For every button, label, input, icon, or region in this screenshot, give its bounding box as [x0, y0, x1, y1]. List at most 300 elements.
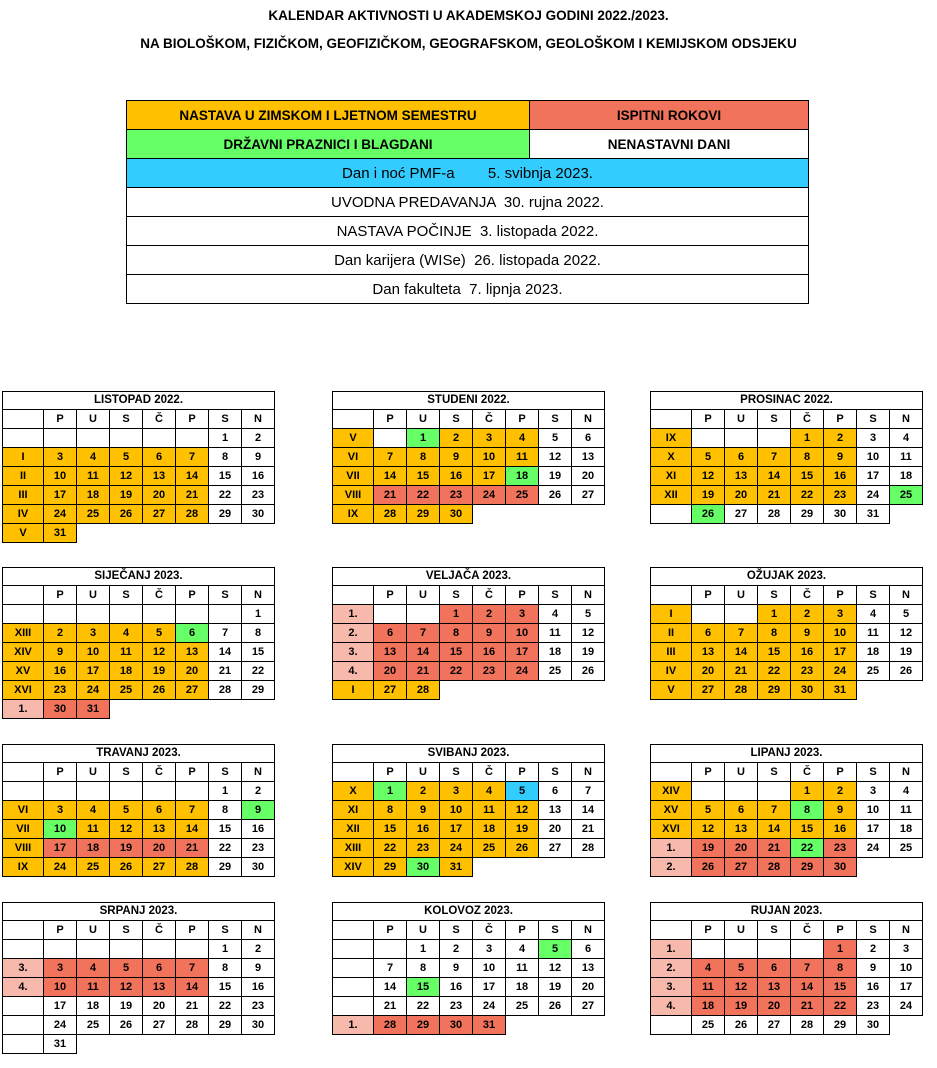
day-cell: 30 — [824, 505, 857, 524]
week-label: 4. — [3, 978, 44, 997]
week-label: VII — [333, 467, 374, 486]
day-cell: 5 — [110, 801, 143, 820]
day-cell: 31 — [824, 681, 857, 700]
day-cell: 9 — [407, 801, 440, 820]
day-cell: 6 — [725, 801, 758, 820]
day-cell: 19 — [572, 643, 605, 662]
day-cell: 4 — [77, 959, 110, 978]
day-cell: 14 — [791, 978, 824, 997]
day-cell: 24 — [44, 505, 77, 524]
weekday-header: Č — [791, 586, 824, 605]
empty-day-cell — [143, 605, 176, 624]
empty-day-cell — [77, 940, 110, 959]
day-cell: 16 — [242, 978, 275, 997]
day-cell: 25 — [890, 486, 923, 505]
empty-cell — [572, 858, 605, 877]
day-cell: 16 — [824, 467, 857, 486]
day-cell: 16 — [440, 978, 473, 997]
day-cell: 13 — [143, 467, 176, 486]
day-cell: 9 — [824, 448, 857, 467]
day-cell: 20 — [572, 467, 605, 486]
day-cell: 8 — [824, 959, 857, 978]
day-cell: 10 — [473, 448, 506, 467]
day-cell: 30 — [44, 700, 77, 719]
day-cell: 12 — [110, 978, 143, 997]
day-cell: 6 — [176, 624, 209, 643]
day-cell: 10 — [857, 448, 890, 467]
month-title: KOLOVOZ 2023. — [333, 903, 605, 921]
empty-day-cell — [692, 940, 725, 959]
day-cell: 1 — [824, 940, 857, 959]
weekday-header: P — [176, 763, 209, 782]
empty-cell — [176, 1035, 209, 1054]
day-cell: 11 — [506, 448, 539, 467]
day-cell: 19 — [725, 997, 758, 1016]
day-cell: 9 — [824, 801, 857, 820]
day-cell: 14 — [407, 643, 440, 662]
day-cell: 4 — [890, 429, 923, 448]
day-cell: 16 — [473, 643, 506, 662]
day-cell: 2 — [473, 605, 506, 624]
day-cell: 27 — [176, 681, 209, 700]
day-cell: 19 — [143, 662, 176, 681]
legend-uvodna-predavanja: UVODNA PREDAVANJA 30. rujna 2022. — [127, 188, 809, 217]
week-label — [333, 997, 374, 1016]
week-label — [651, 1016, 692, 1035]
month-title: LIPANJ 2023. — [651, 745, 923, 763]
weekday-header: U — [77, 763, 110, 782]
empty-cell — [242, 524, 275, 543]
day-cell: 11 — [473, 801, 506, 820]
weekday-header: U — [407, 921, 440, 940]
day-cell: 11 — [692, 978, 725, 997]
weekday-header: N — [242, 921, 275, 940]
weekday-header: S — [758, 410, 791, 429]
day-cell: 19 — [539, 978, 572, 997]
weekday-header: U — [725, 763, 758, 782]
empty-cell — [473, 505, 506, 524]
day-cell: 27 — [725, 505, 758, 524]
day-cell: 12 — [692, 820, 725, 839]
day-cell: 7 — [209, 624, 242, 643]
day-cell: 24 — [857, 839, 890, 858]
week-header-cell — [333, 586, 374, 605]
day-cell: 8 — [758, 624, 791, 643]
day-cell: 19 — [110, 997, 143, 1016]
day-cell: 23 — [242, 839, 275, 858]
day-cell: 27 — [572, 997, 605, 1016]
day-cell: 4 — [506, 940, 539, 959]
day-cell: 4 — [506, 429, 539, 448]
month-title: STUDENI 2022. — [333, 392, 605, 410]
day-cell: 10 — [824, 624, 857, 643]
day-cell: 18 — [77, 839, 110, 858]
empty-day-cell — [176, 429, 209, 448]
day-cell: 1 — [209, 429, 242, 448]
day-cell: 16 — [44, 662, 77, 681]
empty-day-cell — [725, 429, 758, 448]
week-header-cell — [651, 410, 692, 429]
day-cell: 23 — [440, 486, 473, 505]
day-cell: 26 — [539, 997, 572, 1016]
day-cell: 26 — [725, 1016, 758, 1035]
day-cell: 29 — [407, 1016, 440, 1035]
empty-cell — [572, 1016, 605, 1035]
week-label — [651, 505, 692, 524]
day-cell: 20 — [143, 486, 176, 505]
weekday-header: P — [44, 586, 77, 605]
day-cell: 14 — [758, 467, 791, 486]
weekday-header: P — [692, 921, 725, 940]
weekday-header: U — [407, 763, 440, 782]
empty-cell — [890, 681, 923, 700]
week-label: IX — [333, 505, 374, 524]
day-cell: 2 — [242, 429, 275, 448]
day-cell: 21 — [374, 486, 407, 505]
weekday-header: N — [572, 763, 605, 782]
day-cell: 9 — [440, 959, 473, 978]
week-label: 1. — [651, 839, 692, 858]
weekday-header: P — [374, 921, 407, 940]
day-cell: 11 — [110, 643, 143, 662]
day-cell: 3 — [440, 782, 473, 801]
weekday-header: S — [539, 921, 572, 940]
week-label: XIV — [333, 858, 374, 877]
day-cell: 26 — [110, 1016, 143, 1035]
week-label: 3. — [333, 643, 374, 662]
week-label — [3, 1035, 44, 1054]
empty-day-cell — [176, 782, 209, 801]
day-cell: 18 — [77, 997, 110, 1016]
weekday-header: N — [890, 586, 923, 605]
empty-cell — [242, 1035, 275, 1054]
day-cell: 19 — [539, 467, 572, 486]
week-label — [3, 429, 44, 448]
day-cell: 11 — [77, 820, 110, 839]
empty-day-cell — [692, 782, 725, 801]
day-cell: 30 — [440, 1016, 473, 1035]
day-cell: 22 — [242, 662, 275, 681]
day-cell: 23 — [791, 662, 824, 681]
day-cell: 3 — [77, 624, 110, 643]
empty-day-cell — [44, 429, 77, 448]
day-cell: 18 — [506, 978, 539, 997]
day-cell: 20 — [572, 978, 605, 997]
month-calendar — [332, 744, 605, 877]
empty-cell — [890, 505, 923, 524]
day-cell: 5 — [572, 605, 605, 624]
week-label: VIII — [3, 839, 44, 858]
week-header-cell — [3, 410, 44, 429]
day-cell: 29 — [791, 505, 824, 524]
empty-day-cell — [176, 940, 209, 959]
weekday-header: P — [506, 763, 539, 782]
day-cell: 22 — [440, 662, 473, 681]
day-cell: 10 — [44, 978, 77, 997]
day-cell: 13 — [725, 820, 758, 839]
empty-day-cell — [725, 782, 758, 801]
day-cell: 1 — [758, 605, 791, 624]
day-cell: 2 — [824, 782, 857, 801]
day-cell: 25 — [473, 839, 506, 858]
day-cell: 25 — [77, 1016, 110, 1035]
weekday-header: Č — [143, 410, 176, 429]
day-cell: 18 — [890, 467, 923, 486]
week-label: XV — [651, 801, 692, 820]
day-cell: 22 — [209, 839, 242, 858]
week-label — [3, 940, 44, 959]
week-label: XII — [651, 486, 692, 505]
empty-day-cell — [176, 605, 209, 624]
weekday-header: P — [824, 586, 857, 605]
weekday-header: Č — [791, 410, 824, 429]
empty-cell — [209, 524, 242, 543]
empty-day-cell — [44, 782, 77, 801]
day-cell: 7 — [374, 448, 407, 467]
day-cell: 24 — [824, 662, 857, 681]
day-cell: 23 — [440, 997, 473, 1016]
week-label: 3. — [651, 978, 692, 997]
day-cell: 1 — [791, 429, 824, 448]
week-label: X — [333, 782, 374, 801]
empty-day-cell — [44, 605, 77, 624]
day-cell: 15 — [824, 978, 857, 997]
day-cell: 9 — [440, 448, 473, 467]
weekday-header: Č — [143, 763, 176, 782]
week-header-cell — [3, 921, 44, 940]
legend-nenastavni-dani: NENASTAVNI DANI — [530, 130, 809, 159]
day-cell: 4 — [890, 782, 923, 801]
day-cell: 14 — [374, 978, 407, 997]
empty-day-cell — [209, 605, 242, 624]
empty-cell — [506, 681, 539, 700]
day-cell: 22 — [791, 486, 824, 505]
day-cell: 5 — [539, 940, 572, 959]
day-cell: 21 — [758, 486, 791, 505]
day-cell: 15 — [407, 978, 440, 997]
empty-day-cell — [692, 429, 725, 448]
week-label: IX — [651, 429, 692, 448]
day-cell: 11 — [77, 978, 110, 997]
day-cell: 25 — [506, 486, 539, 505]
empty-day-cell — [725, 605, 758, 624]
day-cell: 25 — [77, 858, 110, 877]
empty-day-cell — [110, 605, 143, 624]
week-label: XV — [3, 662, 44, 681]
day-cell: 21 — [374, 997, 407, 1016]
day-cell: 30 — [791, 681, 824, 700]
day-cell: 14 — [176, 467, 209, 486]
day-cell: 2 — [44, 624, 77, 643]
day-cell: 10 — [77, 643, 110, 662]
day-cell: 21 — [758, 839, 791, 858]
day-cell: 21 — [407, 662, 440, 681]
month-calendar — [2, 902, 275, 1054]
day-cell: 18 — [77, 486, 110, 505]
day-cell: 27 — [692, 681, 725, 700]
day-cell: 28 — [176, 505, 209, 524]
day-cell: 23 — [44, 681, 77, 700]
day-cell: 13 — [572, 448, 605, 467]
day-cell: 19 — [110, 839, 143, 858]
day-cell: 8 — [440, 624, 473, 643]
day-cell: 8 — [209, 801, 242, 820]
day-cell: 4 — [473, 782, 506, 801]
day-cell: 17 — [440, 820, 473, 839]
week-label: II — [3, 467, 44, 486]
day-cell: 5 — [143, 624, 176, 643]
day-cell: 3 — [506, 605, 539, 624]
empty-cell — [539, 858, 572, 877]
week-label — [333, 978, 374, 997]
day-cell: 9 — [791, 624, 824, 643]
day-cell: 29 — [407, 505, 440, 524]
day-cell: 17 — [857, 820, 890, 839]
day-cell: 7 — [791, 959, 824, 978]
legend-dan-karijera: Dan karijera (WISe) 26. listopada 2022. — [127, 246, 809, 275]
day-cell: 17 — [44, 839, 77, 858]
weekday-header: N — [242, 763, 275, 782]
empty-cell — [110, 700, 143, 719]
day-cell: 18 — [692, 997, 725, 1016]
day-cell: 17 — [44, 486, 77, 505]
weekday-header: S — [539, 410, 572, 429]
day-cell: 25 — [692, 1016, 725, 1035]
month-calendar — [650, 744, 923, 877]
day-cell: 14 — [758, 820, 791, 839]
day-cell: 6 — [758, 959, 791, 978]
weekday-header: Č — [473, 586, 506, 605]
week-label: V — [3, 524, 44, 543]
weekday-header: P — [176, 921, 209, 940]
empty-day-cell — [143, 782, 176, 801]
week-label: 2. — [651, 959, 692, 978]
day-cell: 3 — [824, 605, 857, 624]
weekday-header: S — [440, 763, 473, 782]
empty-cell — [572, 505, 605, 524]
day-cell: 28 — [725, 681, 758, 700]
day-cell: 13 — [539, 801, 572, 820]
day-cell: 3 — [857, 429, 890, 448]
day-cell: 26 — [110, 505, 143, 524]
month-calendar — [2, 567, 275, 719]
day-cell: 30 — [440, 505, 473, 524]
day-cell: 19 — [692, 839, 725, 858]
day-cell: 11 — [77, 467, 110, 486]
day-cell: 16 — [242, 820, 275, 839]
weekday-header: S — [110, 921, 143, 940]
day-cell: 2 — [440, 429, 473, 448]
day-cell: 13 — [176, 643, 209, 662]
empty-day-cell — [374, 940, 407, 959]
day-cell: 9 — [242, 959, 275, 978]
empty-cell — [890, 1016, 923, 1035]
day-cell: 10 — [890, 959, 923, 978]
empty-cell — [143, 1035, 176, 1054]
empty-cell — [857, 858, 890, 877]
day-cell: 15 — [242, 643, 275, 662]
weekday-header: P — [374, 410, 407, 429]
day-cell: 18 — [110, 662, 143, 681]
day-cell: 7 — [374, 959, 407, 978]
weekday-header: S — [440, 586, 473, 605]
day-cell: 17 — [77, 662, 110, 681]
weekday-header: S — [758, 921, 791, 940]
day-cell: 27 — [143, 858, 176, 877]
day-cell: 20 — [539, 820, 572, 839]
week-header-cell — [651, 763, 692, 782]
day-cell: 6 — [143, 959, 176, 978]
day-cell: 21 — [791, 997, 824, 1016]
day-cell: 8 — [374, 801, 407, 820]
day-cell: 25 — [857, 662, 890, 681]
day-cell: 4 — [110, 624, 143, 643]
empty-cell — [539, 505, 572, 524]
weekday-header: N — [242, 586, 275, 605]
weekday-header: S — [209, 763, 242, 782]
day-cell: 31 — [473, 1016, 506, 1035]
empty-cell — [506, 505, 539, 524]
day-cell: 1 — [209, 782, 242, 801]
day-cell: 6 — [572, 429, 605, 448]
day-cell: 5 — [110, 448, 143, 467]
week-label: II — [651, 624, 692, 643]
weekday-header: Č — [143, 586, 176, 605]
weekday-header: P — [824, 921, 857, 940]
empty-day-cell — [407, 605, 440, 624]
day-cell: 8 — [407, 959, 440, 978]
day-cell: 29 — [242, 681, 275, 700]
day-cell: 28 — [572, 839, 605, 858]
day-cell: 17 — [473, 978, 506, 997]
day-cell: 12 — [725, 978, 758, 997]
weekday-header: P — [374, 586, 407, 605]
week-label: IX — [3, 858, 44, 877]
day-cell: 5 — [539, 429, 572, 448]
day-cell: 13 — [572, 959, 605, 978]
day-cell: 7 — [758, 448, 791, 467]
day-cell: 22 — [758, 662, 791, 681]
day-cell: 22 — [374, 839, 407, 858]
weekday-header: S — [857, 586, 890, 605]
week-header-cell — [333, 410, 374, 429]
day-cell: 8 — [209, 959, 242, 978]
empty-day-cell — [791, 940, 824, 959]
day-cell: 24 — [473, 486, 506, 505]
empty-day-cell — [110, 782, 143, 801]
weekday-header: P — [506, 586, 539, 605]
legend-dan-fakulteta: Dan fakulteta 7. lipnja 2023. — [127, 275, 809, 304]
week-label: I — [3, 448, 44, 467]
day-cell: 2 — [407, 782, 440, 801]
day-cell: 26 — [572, 662, 605, 681]
weekday-header: S — [110, 763, 143, 782]
month-title: SVIBANJ 2023. — [333, 745, 605, 763]
week-label: 2. — [333, 624, 374, 643]
day-cell: 17 — [824, 643, 857, 662]
day-cell: 15 — [374, 820, 407, 839]
empty-day-cell — [758, 429, 791, 448]
day-cell: 28 — [758, 858, 791, 877]
document-title-line-2: NA BIOLOŠKOM, FIZIČKOM, GEOFIZIČKOM, GEOGRAFSKOM, GEOLOŠKOM I KEMIJSKOM ODSJEKU — [140, 36, 797, 51]
week-label: 3. — [3, 959, 44, 978]
legend-nastava: NASTAVA U ZIMSKOM I LJETNOM SEMESTRU — [127, 101, 530, 130]
day-cell: 16 — [242, 467, 275, 486]
week-label: XIV — [651, 782, 692, 801]
weekday-header: P — [44, 921, 77, 940]
month-calendar — [332, 391, 605, 524]
day-cell: 4 — [539, 605, 572, 624]
